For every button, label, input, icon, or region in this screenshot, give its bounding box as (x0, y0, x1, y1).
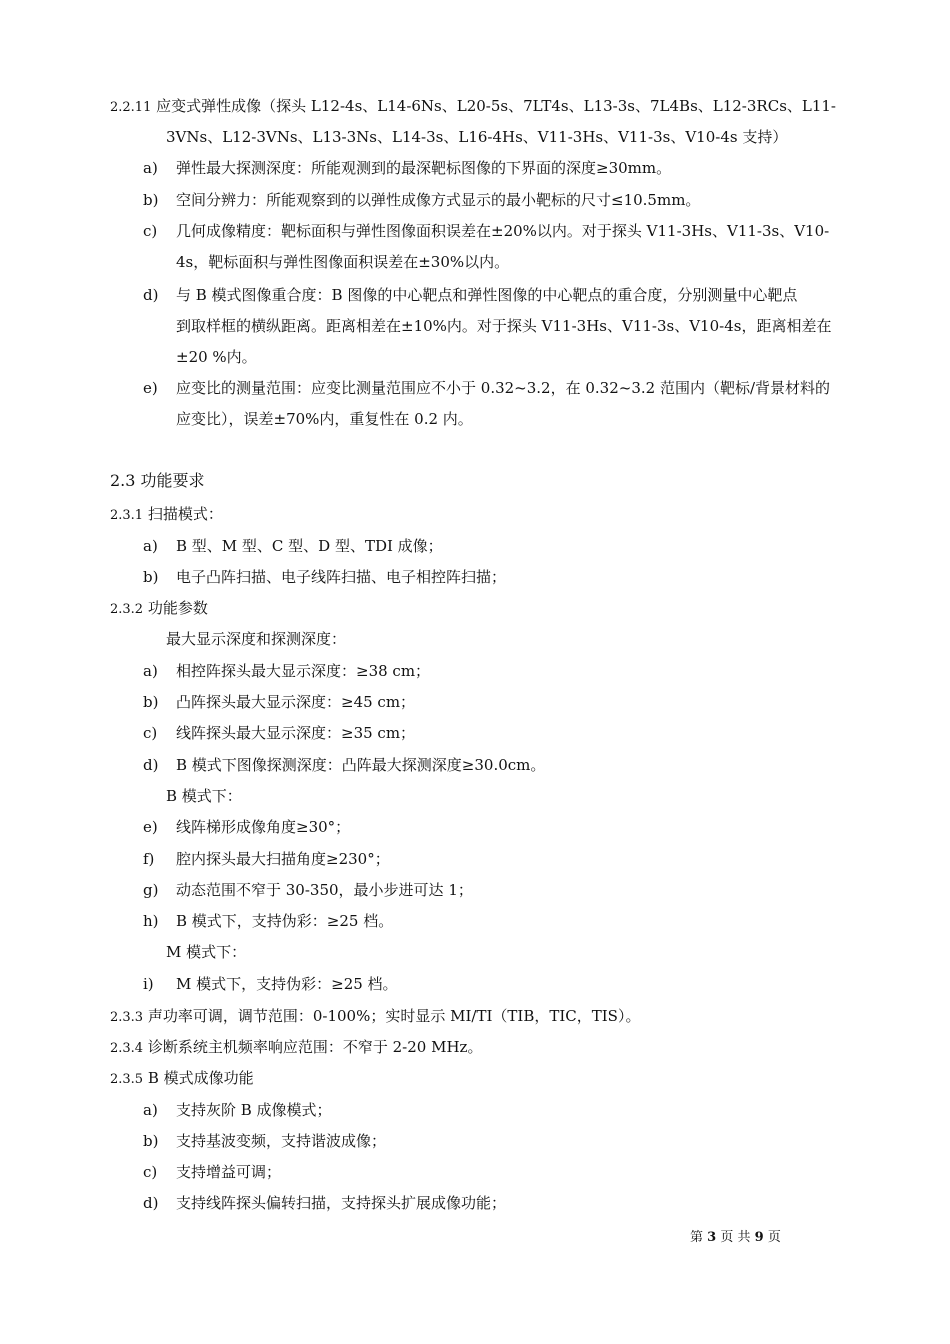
item-label: a) (143, 537, 158, 555)
item-label: c) (143, 222, 158, 240)
item-label: d) (143, 756, 159, 774)
section-2-3-1-heading (110, 503, 223, 527)
item-label: a) (143, 1101, 158, 1119)
item-text: 腔内探头最大扫描角度≥230°； (176, 850, 390, 868)
item-label: i) (143, 975, 154, 993)
section-2-3-4 (110, 1036, 482, 1060)
total-page-number: 9 (754, 1230, 764, 1245)
item-label: d) (143, 1194, 159, 1212)
sub-heading: B 模式下： (166, 787, 242, 805)
item-text: B 模式下，支持伪彩：≥25 档。 (176, 912, 394, 930)
item-label: e) (143, 379, 158, 397)
item-text: 支持灰阶 B 成像模式； (176, 1101, 332, 1119)
section-text: 诊断系统主机频率响应范围：不窄于 2-20 MHz。 (147, 1038, 483, 1056)
item-text: 与 B 模式图像重合度：B 图像的中心靶点和弹性图像的中心靶点的重合度，分别测量中心靶点 (176, 286, 798, 304)
item-label: g) (143, 881, 159, 899)
footer-prefix: 第 (690, 1230, 704, 1245)
item-label: f) (143, 850, 155, 868)
sub-heading: M 模式下： (166, 943, 247, 961)
item-text: M 模式下，支持伪彩：≥25 档。 (176, 975, 398, 993)
item-text: 几何成像精度：靶标面积与弹性图像面积误差在±20%以内。对于探头 V11-3Hs、V11-3s、V10- (176, 222, 830, 240)
section-2-2-11-heading (110, 95, 836, 119)
item-text-continued: 4s，靶标面积与弹性图像面积误差在±30%以内。 (176, 253, 510, 271)
item-text: 支持线阵探头偏转扫描，支持探头扩展成像功能； (176, 1194, 507, 1212)
section-2-3-3 (110, 1005, 640, 1029)
item-text: 电子凸阵扫描、电子线阵扫描、电子相控阵扫描； (176, 568, 507, 586)
section-number: 2.2.11 (110, 100, 152, 115)
item-text: B 型、M 型、C 型、D 型、TDI 成像； (176, 537, 443, 555)
item-text: 凸阵探头最大显示深度：≥45 cm； (176, 693, 416, 711)
section-number: 2.3.1 (110, 508, 144, 523)
page-footer (690, 1226, 781, 1245)
section-number: 2.3.4 (110, 1041, 144, 1056)
item-label: b) (143, 191, 159, 209)
section-number: 2.3.2 (110, 602, 144, 617)
current-page-number: 3 (707, 1230, 717, 1245)
item-label: c) (143, 1163, 158, 1181)
item-label: a) (143, 159, 158, 177)
item-text: 应变比的测量范围：应变比测量范围应不小于 0.32~3.2，在 0.32~3.2 范围内（靶标/背景材料的 (176, 379, 831, 397)
section-title-line-1: 应变式弹性成像（探头 L12-4s、L14-6Ns、L20-5s、7LT4s、L13-3s、7L4Bs、L12-3RCs、L11- (156, 97, 837, 115)
section-2-3-2-heading (110, 597, 208, 621)
footer-middle: 页 共 (720, 1230, 751, 1245)
item-text: 支持基波变频，支持谐波成像； (176, 1132, 387, 1150)
item-text: 线阵探头最大显示深度：≥35 cm； (176, 724, 416, 742)
item-label: e) (143, 818, 158, 836)
section-title: 扫描模式： (147, 505, 223, 523)
section-text: 声功率可调，调节范围：0-100%；实时显示 MI/TI（TIB，TIC，TIS）。 (147, 1007, 641, 1025)
section-number: 2.3.5 (110, 1072, 144, 1087)
item-label: a) (143, 662, 158, 680)
section-title: B 模式成像功能 (147, 1069, 254, 1087)
sub-heading: 最大显示深度和探测深度： (166, 630, 347, 648)
section-2-3-heading: 2.3 功能要求 (110, 471, 205, 490)
item-text: 弹性最大探测深度：所能观测到的最深靶标图像的下界面的深度≥30mm。 (176, 159, 672, 177)
section-title: 功能参数 (147, 599, 208, 617)
item-label: b) (143, 693, 159, 711)
item-label: d) (143, 286, 159, 304)
item-text-continued: ±20 %内。 (176, 348, 257, 366)
item-label: c) (143, 724, 158, 742)
item-text: 支持增益可调； (176, 1163, 282, 1181)
footer-suffix: 页 (767, 1230, 781, 1245)
item-text: 空间分辨力：所能观察到的以弹性成像方式显示的最小靶标的尺寸≤10.5mm。 (176, 191, 701, 209)
item-text-continued: 到取样框的横纵距离。距离相差在±10%内。对于探头 V11-3Hs、V11-3s、V10-4s，距离相差在 (176, 317, 832, 335)
item-label: b) (143, 1132, 159, 1150)
section-title-line-2: 3VNs、L12-3VNs、L13-3Ns、L14-3s、L16-4Hs、V11-3Hs、V11-3s、V10-4s 支持） (166, 128, 788, 146)
section-number: 2.3.3 (110, 1010, 144, 1025)
item-text: 线阵梯形成像角度≥30°； (176, 818, 351, 836)
item-label: b) (143, 568, 159, 586)
item-label: h) (143, 912, 159, 930)
item-text-continued: 应变比），误差±70%内，重复性在 0.2 内。 (176, 410, 473, 428)
section-2-3-5-heading (110, 1067, 254, 1091)
item-text: 相控阵探头最大显示深度：≥38 cm； (176, 662, 431, 680)
item-text: B 模式下图像探测深度：凸阵最大探测深度≥30.0cm。 (176, 756, 546, 774)
item-text: 动态范围不窄于 30-350，最小步进可达 1； (176, 881, 473, 899)
